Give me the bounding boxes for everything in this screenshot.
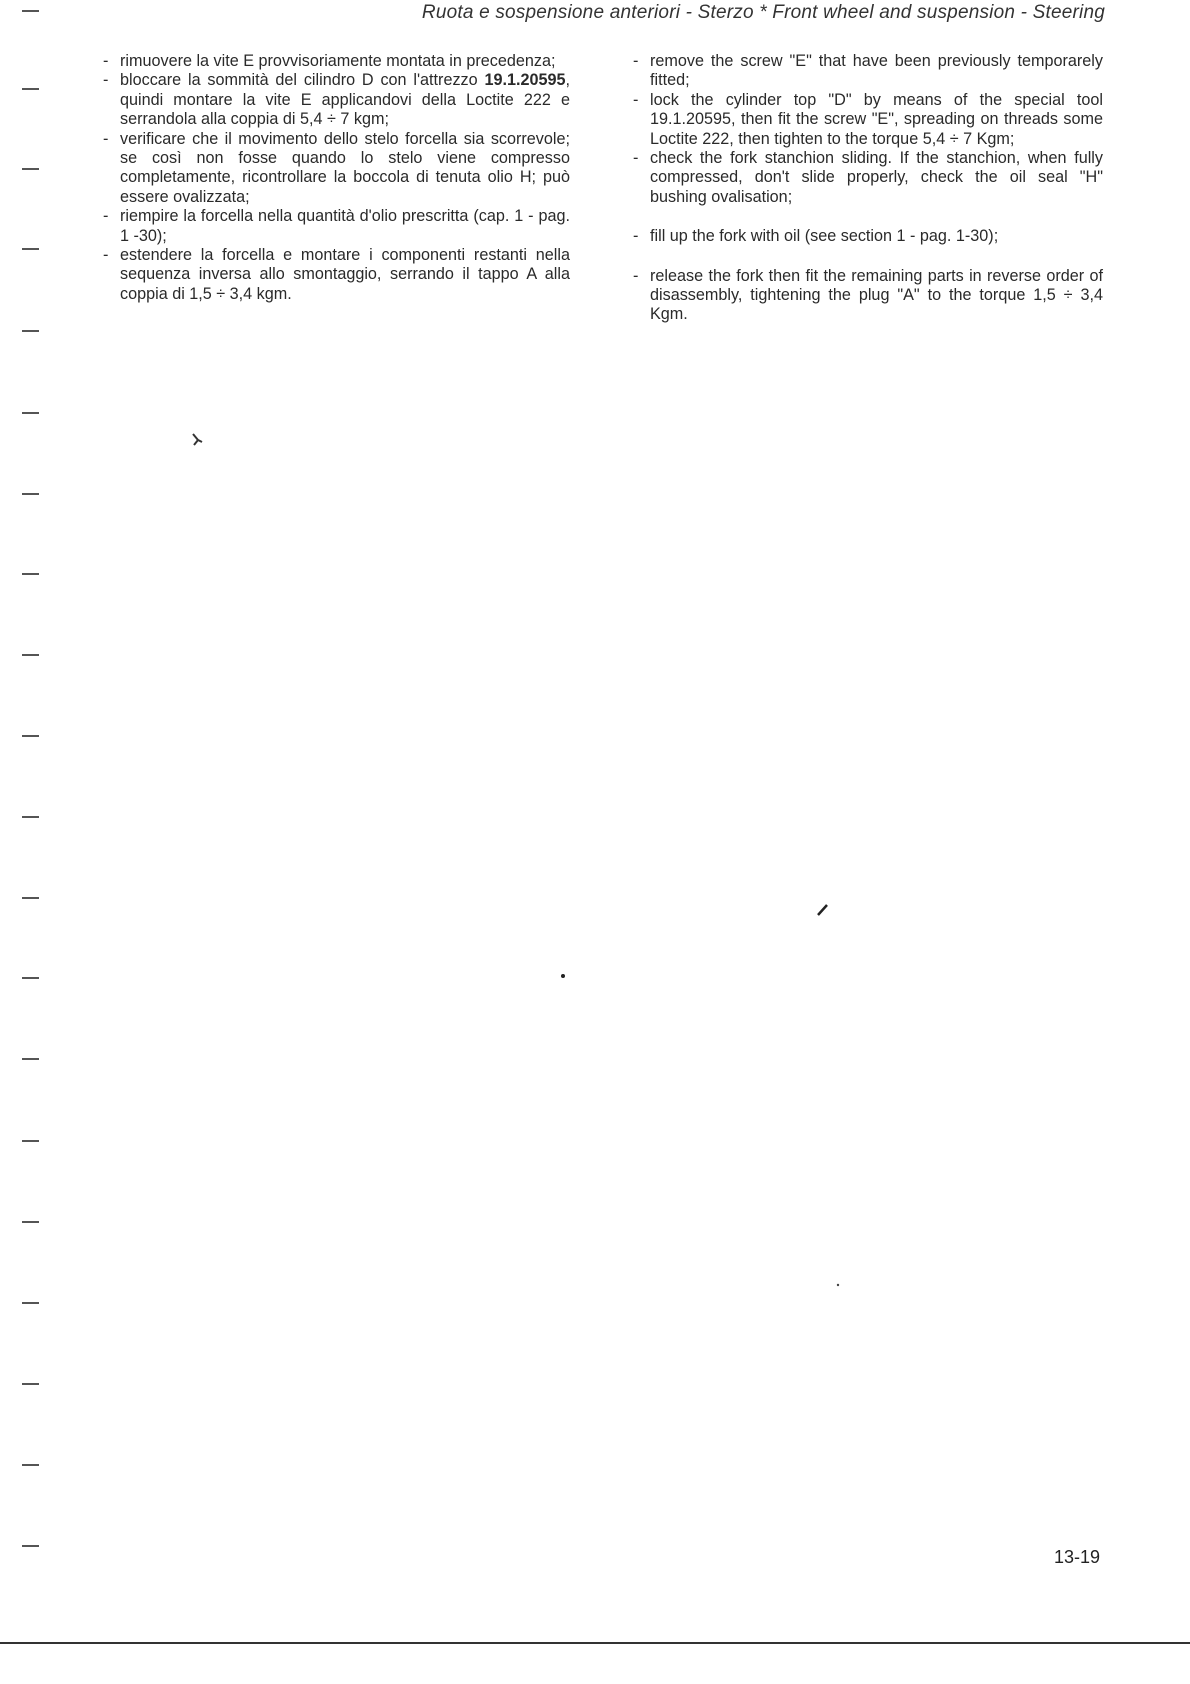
instruction-text: fill up the fork with oil (see section 1 - pag. 1-30);	[650, 227, 999, 246]
scan-artifact-mark	[816, 903, 830, 917]
instruction-text: estendere la forcella e montare i componenti restanti nella sequenza inversa allo smontaggio, serrando il tappo A alla coppia di 1,5 ÷ 3,4 kgm.	[120, 246, 570, 303]
bullet-dash: -	[633, 90, 639, 109]
instruction-item-en	[630, 91, 1103, 149]
bullet-dash: -	[103, 207, 109, 226]
instruction-item-it	[100, 130, 570, 208]
bullet-dash: -	[103, 246, 109, 265]
binding-mark	[22, 248, 39, 250]
instruction-item-en	[630, 267, 1103, 325]
instruction-text: release the fork then fit the remaining parts in reverse order of disassembly, tightening the plug "A" to the torque 1,5 ÷ 3,4 Kgm.	[650, 266, 1103, 324]
binding-mark	[22, 897, 39, 899]
bullet-dash: -	[103, 71, 109, 90]
instruction-text: check the fork stanchion sliding. If the stanchion, when fully compressed, don't slide properly, check the oil seal "H" bushing ovalisation;	[650, 149, 1103, 206]
instruction-item-it	[100, 52, 570, 71]
binding-mark	[22, 493, 39, 495]
instruction-item-en	[630, 149, 1103, 207]
instruction-item-en	[630, 227, 1103, 246]
tool-code: 19.1.20595	[484, 71, 566, 90]
bullet-dash: -	[103, 129, 109, 148]
instruction-text: rimuovere la vite E provvisoriamente montata in precedenza;	[120, 52, 556, 70]
scan-artifact-dot	[560, 973, 566, 979]
binding-mark	[22, 735, 39, 737]
bullet-dash: -	[103, 52, 109, 70]
scan-artifact-mark	[190, 432, 204, 448]
instruction-item-en	[630, 52, 1103, 91]
bullet-dash: -	[633, 149, 639, 168]
instruction-text: remove the screw "E" that have been previously temporarely fitted;	[650, 52, 1103, 90]
binding-mark	[22, 573, 39, 575]
binding-mark	[22, 816, 39, 818]
binding-mark	[22, 330, 39, 332]
instruction-item-it	[100, 71, 570, 129]
bullet-dash: -	[633, 227, 639, 246]
instruction-text: verificare che il movimento dello stelo forcella sia scorrevole; se così non fosse quando lo stelo viene compresso completamente, ricontrollare la boccola di tenuta olio H; può essere ovalizzata;	[120, 129, 570, 206]
binding-mark	[22, 1545, 39, 1547]
binding-marks	[0, 0, 60, 1684]
instruction-text: riempire la forcella nella quantità d'olio prescritta (cap. 1 - pag. 1 -30);	[120, 207, 570, 245]
bullet-dash: -	[633, 52, 639, 70]
instruction-item-it	[100, 207, 570, 246]
instruction-text: , quindi montare la vite E applicandovi della Loctite 222 e serrandola alla coppia di 5,4 ÷ 7 kgm;	[120, 71, 570, 129]
bullet-dash: -	[633, 266, 639, 285]
binding-mark	[22, 168, 39, 170]
binding-mark	[22, 1221, 39, 1223]
page-header: Ruota e sospensione anteriori - Sterzo * Front wheel and suspension - Steering	[421, 2, 1105, 23]
binding-mark	[22, 1383, 39, 1385]
page-number: 13-19	[1054, 1547, 1101, 1567]
binding-mark	[22, 1058, 39, 1060]
instruction-text: lock the cylinder top "D" by means of the special tool 19.1.20595, then fit the screw "E", spreading on threads some Loctite 222, then tighten to the torque 5,4 ÷ 7 Kgm;	[650, 90, 1103, 148]
instruction-item-it	[100, 246, 570, 304]
binding-mark	[22, 1464, 39, 1466]
binding-mark	[22, 654, 39, 656]
binding-mark	[22, 977, 39, 979]
binding-mark	[22, 1302, 39, 1304]
english-column	[630, 52, 1103, 325]
binding-mark	[22, 88, 39, 90]
instruction-text: bloccare la sommità del cilindro D con l'attrezzo	[120, 71, 485, 90]
binding-mark	[22, 412, 39, 414]
binding-mark	[22, 10, 39, 12]
binding-mark	[22, 1140, 39, 1142]
scan-artifact-dot	[836, 1283, 840, 1287]
italian-column	[100, 52, 570, 304]
bottom-rule	[0, 1642, 1190, 1644]
